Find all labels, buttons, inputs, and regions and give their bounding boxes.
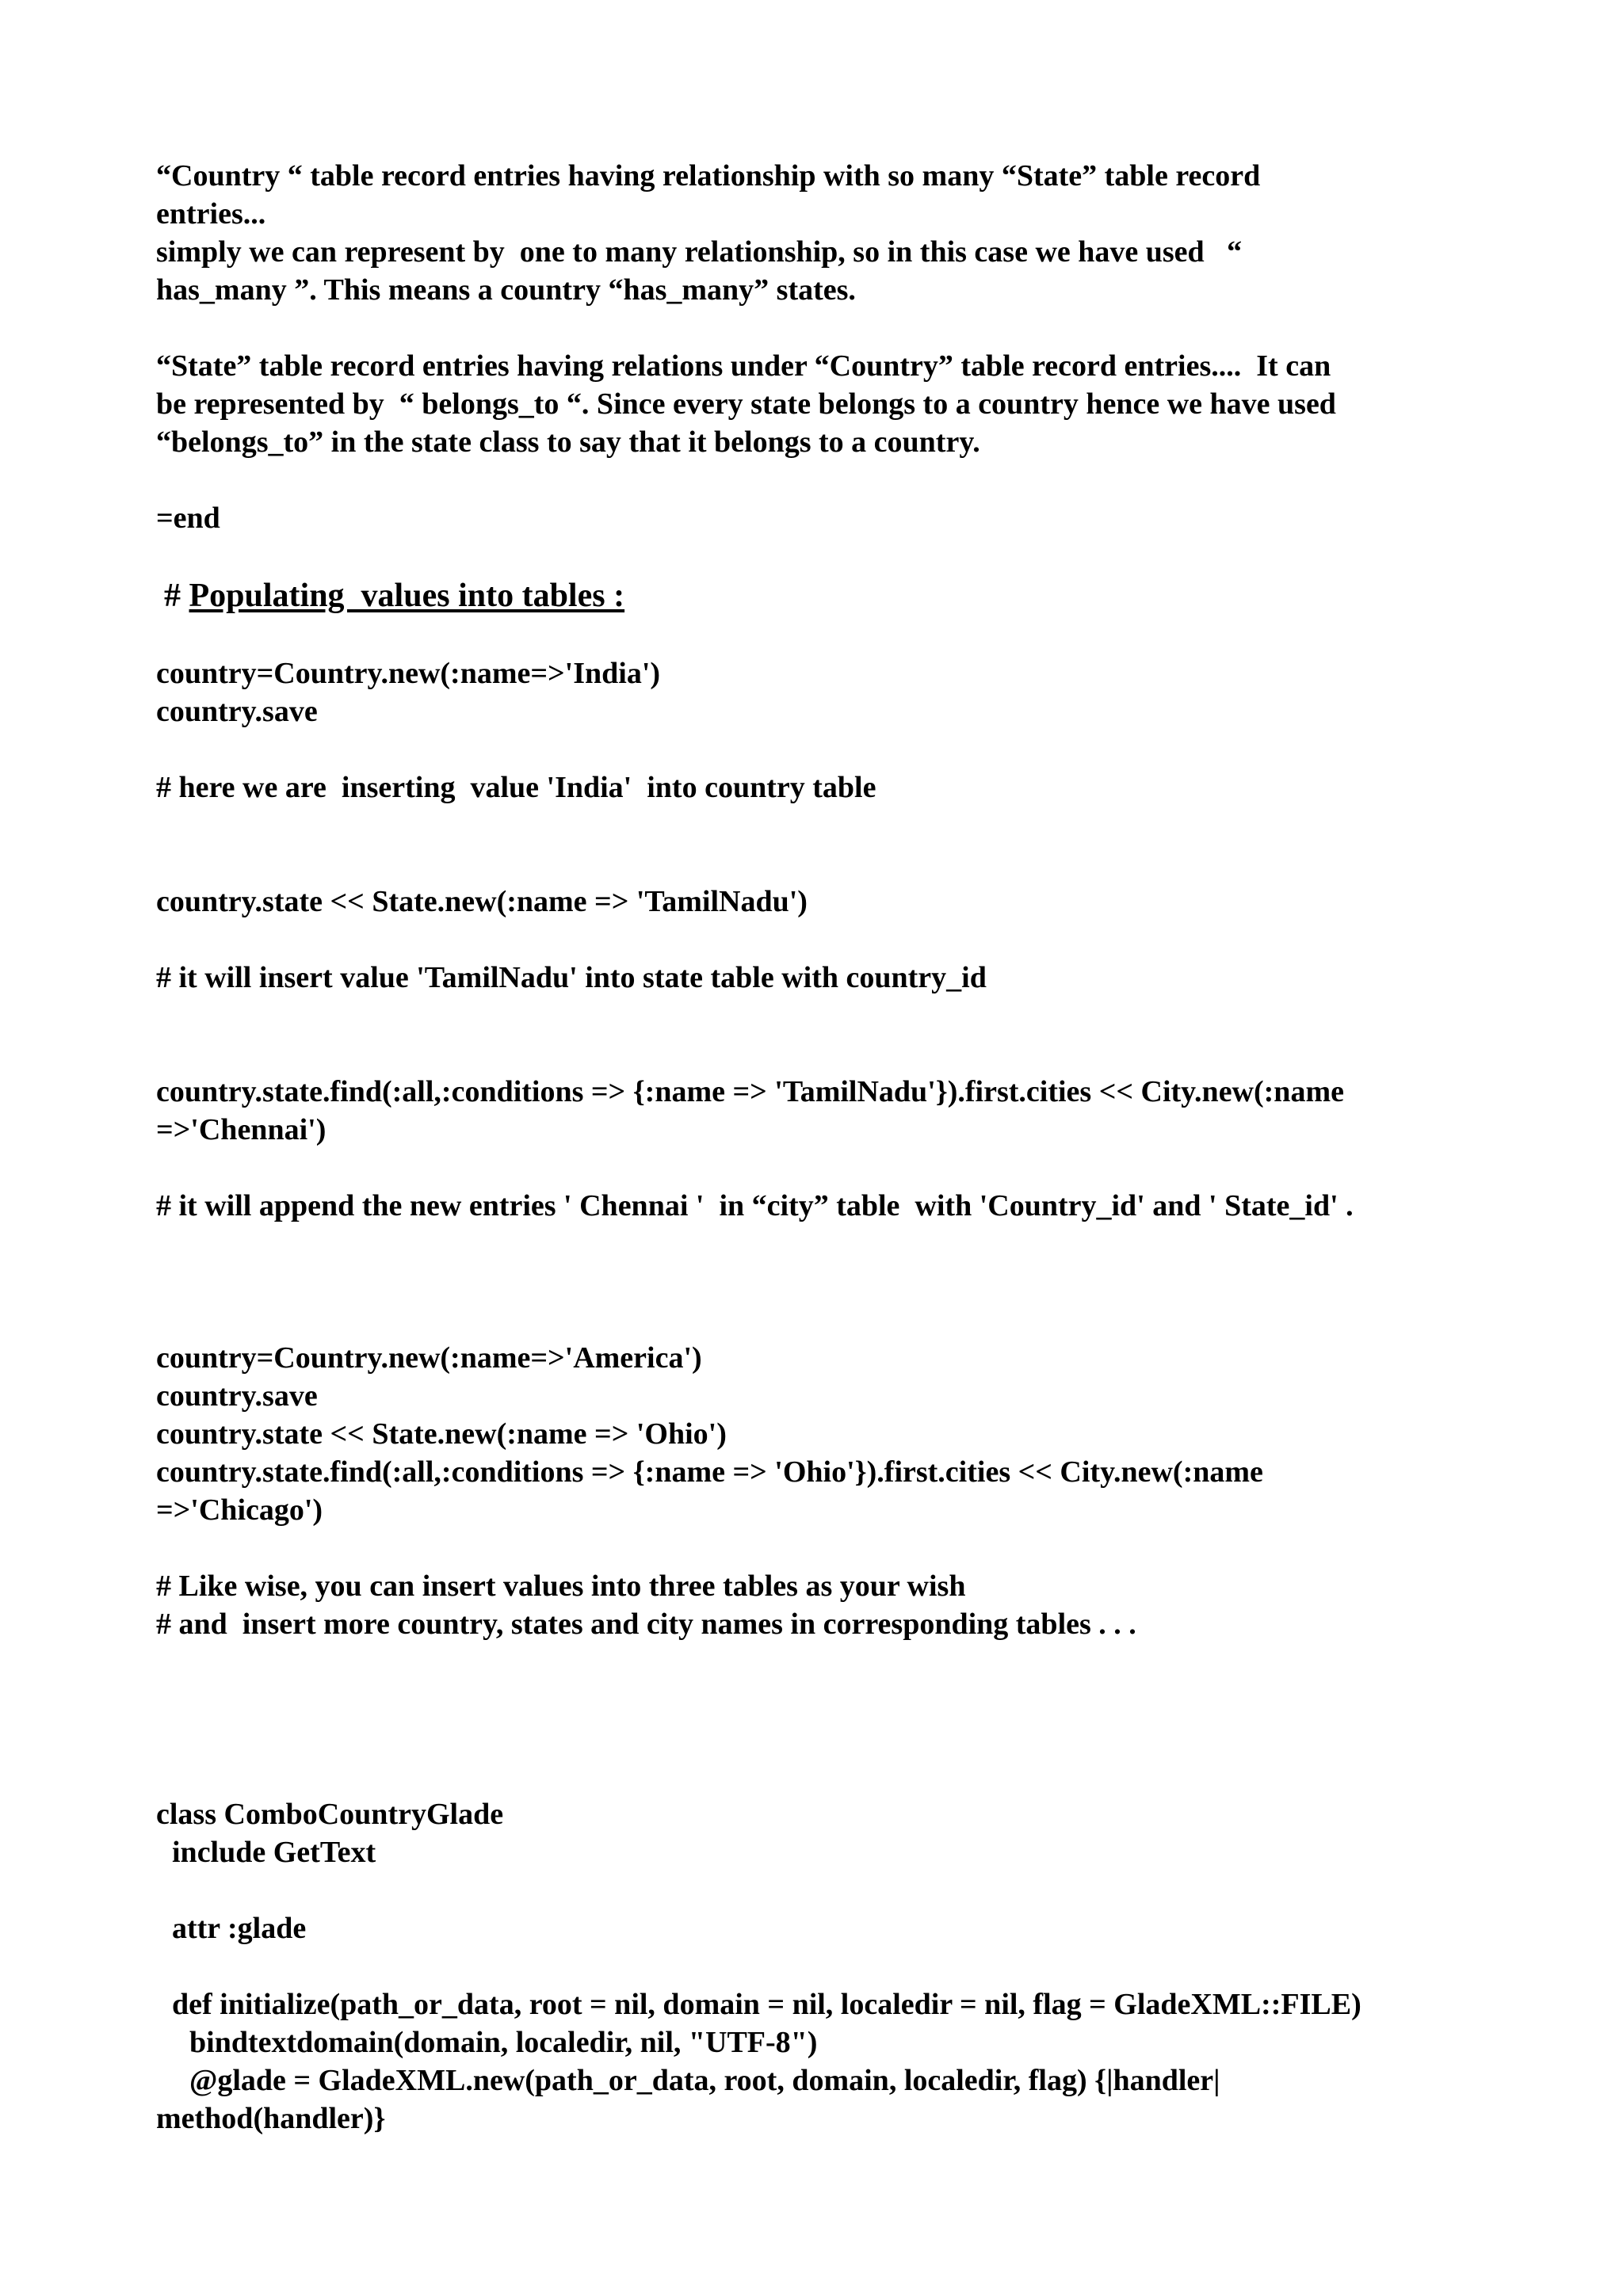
comment-block-likewise	[156, 1567, 1487, 1643]
code-block-class	[156, 1795, 1487, 2138]
comment-line: # and insert more country, states and city names in corresponding tables . . .	[156, 1608, 1136, 1641]
code-line: country.state.find(:all,:conditions => {:name => 'TamilNadu'}).first.cities << City.new(:name	[156, 1075, 1344, 1108]
code-line: country.save	[156, 1379, 318, 1413]
code-line: country.state.find(:all,:conditions => {:name => 'Ohio'}).first.cities << City.new(:name	[156, 1455, 1263, 1489]
code-line: =>'Chicago')	[156, 1493, 323, 1527]
spacer	[156, 1225, 1487, 1301]
code-line: attr :glade	[172, 1912, 307, 1945]
text-line: “belongs_to” in the state class to say that it belongs to a country.	[156, 425, 980, 459]
spacer	[156, 461, 1487, 499]
comment-line: # it will insert value 'TamilNadu' into state table with country_id	[156, 961, 987, 994]
spacer	[156, 1947, 1487, 1985]
code-line: country=Country.new(:name=>'America')	[156, 1341, 702, 1375]
text-line: “Country “ table record entries having relationship with so many “State” table record	[156, 159, 1261, 193]
spacer	[156, 807, 1487, 883]
heading-hash: #	[164, 578, 189, 614]
spacer	[156, 921, 1487, 959]
heading-title: Populating values into tables :	[189, 578, 625, 614]
spacer	[156, 997, 1487, 1073]
section-heading	[164, 575, 1487, 616]
text-line: entries...	[156, 197, 266, 231]
spacer	[156, 616, 1487, 654]
code-block-america	[156, 1339, 1487, 1529]
spacer	[156, 1301, 1487, 1339]
code-line: =>'Chennai')	[156, 1113, 327, 1146]
spacer	[156, 537, 1487, 575]
comment-line: # it will append the new entries ' Chennai ' in “city” table with 'Country_id' and ' State_id' .	[156, 1189, 1354, 1222]
paragraph-has-many	[156, 157, 1487, 309]
code-line: country.save	[156, 695, 318, 728]
code-line: include GetText	[172, 1836, 376, 1869]
text-line: has_many ”. This means a country “has_many” states.	[156, 273, 856, 307]
code-line: country.state << State.new(:name => 'TamilNadu')	[156, 885, 808, 918]
comment-line: # Like wise, you can insert values into three tables as your wish	[156, 1569, 966, 1603]
code-line: country=Country.new(:name=>'India')	[156, 657, 661, 690]
code-line: method(handler)}	[156, 2102, 386, 2135]
spacer	[156, 1871, 1487, 1909]
spacer	[156, 309, 1487, 347]
paragraph-belongs-to	[156, 347, 1487, 461]
text-line: be represented by “ belongs_to “. Since every state belongs to a country hence we have used	[156, 387, 1336, 421]
document-body	[156, 157, 1487, 2138]
text-line: “State” table record entries having relations under “Country” table record entries.... It can	[156, 349, 1331, 383]
comment-line: # here we are inserting value 'India' into country table	[156, 771, 876, 804]
code-block-chennai	[156, 1073, 1487, 1149]
code-line: def initialize(path_or_data, root = nil, domain = nil, localedir = nil, flag = GladeXML::FILE)	[172, 1988, 1361, 2021]
end-marker: =end	[156, 502, 220, 535]
code-line: country.state << State.new(:name => 'Ohio')	[156, 1417, 727, 1451]
code-block-india	[156, 654, 1487, 730]
text-line: simply we can represent by one to many relationship, so in this case we have used “	[156, 235, 1243, 269]
code-line: class ComboCountryGlade	[156, 1798, 504, 1831]
code-line: bindtextdomain(domain, localedir, nil, "UTF-8")	[189, 2026, 818, 2059]
spacer	[156, 1529, 1487, 1567]
code-line: @glade = GladeXML.new(path_or_data, root, domain, localedir, flag) {|handler|	[189, 2064, 1220, 2097]
spacer	[156, 730, 1487, 769]
spacer	[156, 1149, 1487, 1187]
spacer	[156, 1643, 1487, 1795]
